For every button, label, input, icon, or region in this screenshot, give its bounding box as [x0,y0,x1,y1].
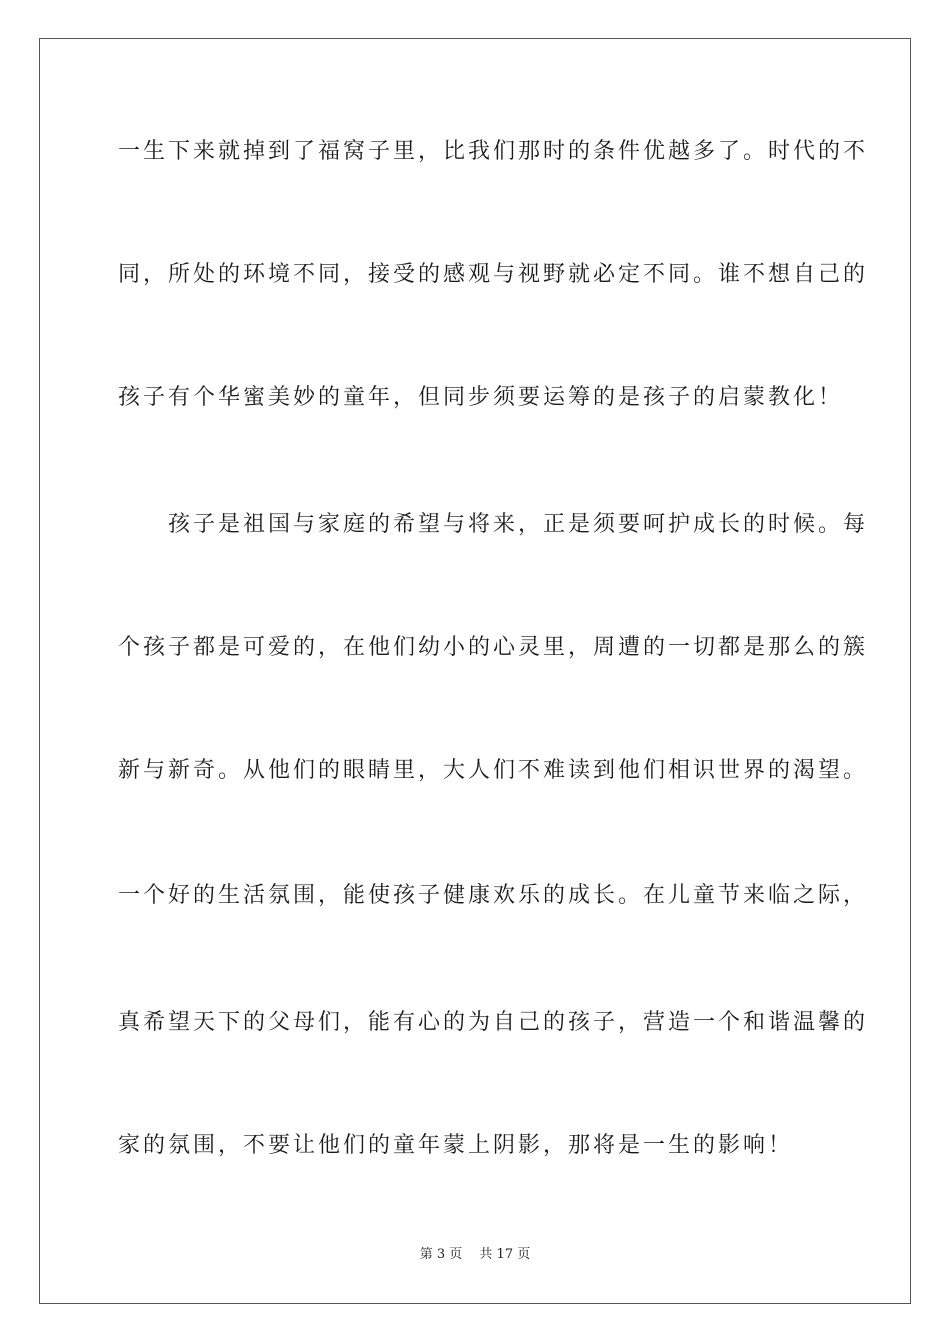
paragraph-line: 孩子有个华蜜美妙的童年，但同步须要运筹的是孩子的启蒙教化！ [118,385,844,410]
paragraph-line: 一生下来就掉到了福窝子里，比我们那时的条件优越多了。时代的不 [118,139,869,164]
paragraph-line: 同，所处的环境不同，接受的感观与视野就必定不同。谁不想自己的 [118,262,869,287]
paragraph-line: 个孩子都是可爱的，在他们幼小的心灵里，周遭的一切都是那么的簇 [118,635,869,660]
paragraph-line: 孩子是祖国与家庭的希望与将来，正是须要呵护成长的时候。每 [118,512,869,537]
paragraph-line: 真希望天下的父母们，能有心的为自己的孩子，营造一个和谐温馨的 [118,1010,869,1035]
page-number-footer: 第 3 页 共 17 页 [419,1247,531,1262]
paragraph-line: 家的氛围，不要让他们的童年蒙上阴影，那将是一生的影响！ [118,1133,794,1158]
page-border [39,38,911,1304]
paragraph-line: 新与新奇。从他们的眼睛里，大人们不难读到他们相识世界的渴望。 [118,758,869,783]
paragraph-line: 一个好的生活氛围，能使孩子健康欢乐的成长。在儿童节来临之际， [118,883,869,908]
